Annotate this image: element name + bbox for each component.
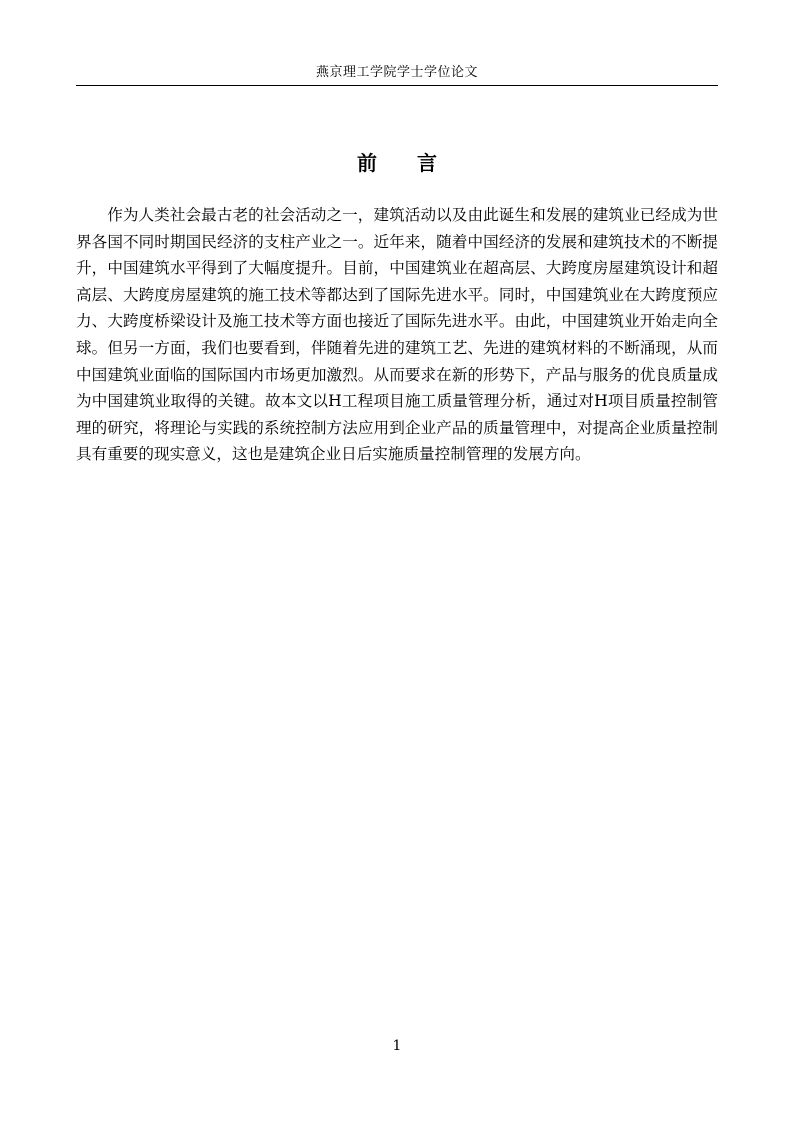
- section-title: [76, 148, 718, 178]
- running-title: 燕京理工学院学士学位论文: [315, 65, 478, 80]
- page-header: [76, 60, 718, 86]
- preface-paragraph: 作为人类社会最古老的社会活动之一，建筑活动以及由此诞生和发展的建筑业已经成为世界各国不同时期国民经济的支柱产业之一。近年来，随着中国经济的发展和建筑技术的不断提升，中国建筑水平得到了大幅度提升。目前，中国建筑业在超高层、大跨度房屋建筑设计和超高层、大跨度房屋建筑的施工技术等都达到了国际先进水平。同时，中国建筑业在大跨度预应力、大跨度桥梁设计及施工技术等方面也接近了国际先进水平。由此，中国建筑业开始走向全球。但另一方面，我们也要看到，伴随着先进的建筑工艺、先进的建筑材料的不断涌现，从而中国建筑业面临的国际国内市场更加激烈。从而要求在新的形势下，产品与服务的优良质量成为中国建筑业取得的关键。故本文以H工程项目施工质量管理分析，通过对H项目质量控制管理的研究，将理论与实践的系统控制方法应用到企业产品的质量管理中，对提高企业质量控制具有重要的现实意义，这也是建筑企业日后实施质量控制管理的发展方向。: [76, 206, 718, 464]
- section-title-char-2: 言: [417, 151, 437, 175]
- section-title-char-1: 前: [357, 151, 377, 175]
- page-number: 1: [392, 1038, 402, 1054]
